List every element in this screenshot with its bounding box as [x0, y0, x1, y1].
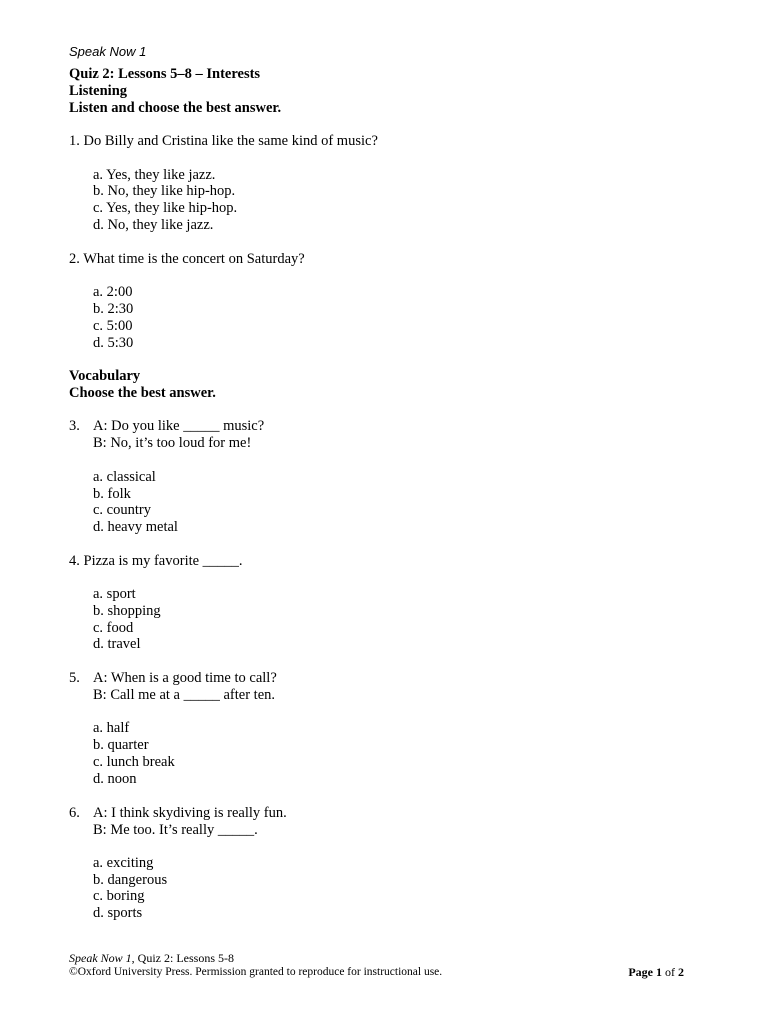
footer-reference — [69, 951, 442, 965]
question-5-line-b: B: Call me at a _____ after ten. — [93, 687, 276, 703]
question-6-line-a: A: I think skydiving is really fun. — [93, 805, 287, 821]
running-head: Speak Now 1 — [69, 44, 147, 59]
instruction-listening: Listen and choose the best answer. — [69, 100, 282, 116]
question-5-option-d: d. noon — [93, 771, 137, 787]
question-1-option-a: a. Yes, they like jazz. — [93, 167, 216, 183]
question-4-option-c: c. food — [93, 620, 134, 636]
question-4-option-a: a. sport — [93, 586, 136, 602]
question-3-line-a: A: Do you like _____ music? — [93, 418, 265, 434]
question-2-option-c: c. 5:00 — [93, 318, 133, 334]
page-number-total: 2 — [678, 965, 684, 979]
question-5-line-a: A: When is a good time to call? — [93, 670, 277, 686]
question-6-number: 6. — [69, 805, 80, 821]
question-4-prompt: 4. Pizza is my favorite _____. — [69, 553, 243, 569]
question-1-prompt: 1. Do Billy and Cristina like the same kind of music? — [69, 133, 378, 149]
page-footer — [69, 951, 442, 979]
question-4-option-b: b. shopping — [93, 603, 161, 619]
question-3-option-d: d. heavy metal — [93, 519, 178, 535]
instruction-vocabulary: Choose the best answer. — [69, 385, 216, 401]
question-2-option-d: d. 5:30 — [93, 335, 134, 351]
question-5-option-b: b. quarter — [93, 737, 149, 753]
question-6-option-c: c. boring — [93, 888, 145, 904]
page-number — [628, 965, 684, 979]
question-5-number: 5. — [69, 670, 80, 686]
question-3-line-b: B: No, it’s too loud for me! — [93, 435, 252, 451]
question-6-line-b: B: Me too. It’s really _____. — [93, 822, 258, 838]
question-5-option-c: c. lunch break — [93, 754, 175, 770]
question-1-option-b: b. No, they like hip-hop. — [93, 183, 236, 199]
question-2-option-a: a. 2:00 — [93, 284, 133, 300]
question-6-option-a: a. exciting — [93, 855, 154, 871]
quiz-title: Quiz 2: Lessons 5–8 – Interests — [69, 66, 261, 82]
page-number-current: 1 — [656, 965, 662, 979]
question-3-option-c: c. country — [93, 502, 151, 518]
page-number-of: of — [662, 965, 678, 979]
footer-quiz-ref: , Quiz 2: Lessons 5-8 — [131, 951, 234, 965]
footer-book-title: Speak Now 1 — [69, 951, 132, 965]
section-title-vocabulary: Vocabulary — [69, 368, 141, 384]
question-6-option-d: d. sports — [93, 905, 143, 921]
question-5-option-a: a. half — [93, 720, 130, 736]
page-number-prefix: Page — [628, 965, 656, 979]
question-2-option-b: b. 2:30 — [93, 301, 134, 317]
question-4-option-d: d. travel — [93, 636, 141, 652]
question-3-option-a: a. classical — [93, 469, 156, 485]
question-1-option-c: c. Yes, they like hip-hop. — [93, 200, 238, 216]
section-title-listening: Listening — [69, 83, 128, 99]
question-3-option-b: b. folk — [93, 486, 131, 502]
question-6-option-b: b. dangerous — [93, 872, 168, 888]
footer-copyright: ©Oxford University Press. Permission granted to reproduce for instructional use. — [69, 966, 443, 978]
question-3-number: 3. — [69, 418, 80, 434]
question-1-option-d: d. No, they like jazz. — [93, 217, 214, 233]
question-2-prompt: 2. What time is the concert on Saturday? — [69, 251, 305, 267]
